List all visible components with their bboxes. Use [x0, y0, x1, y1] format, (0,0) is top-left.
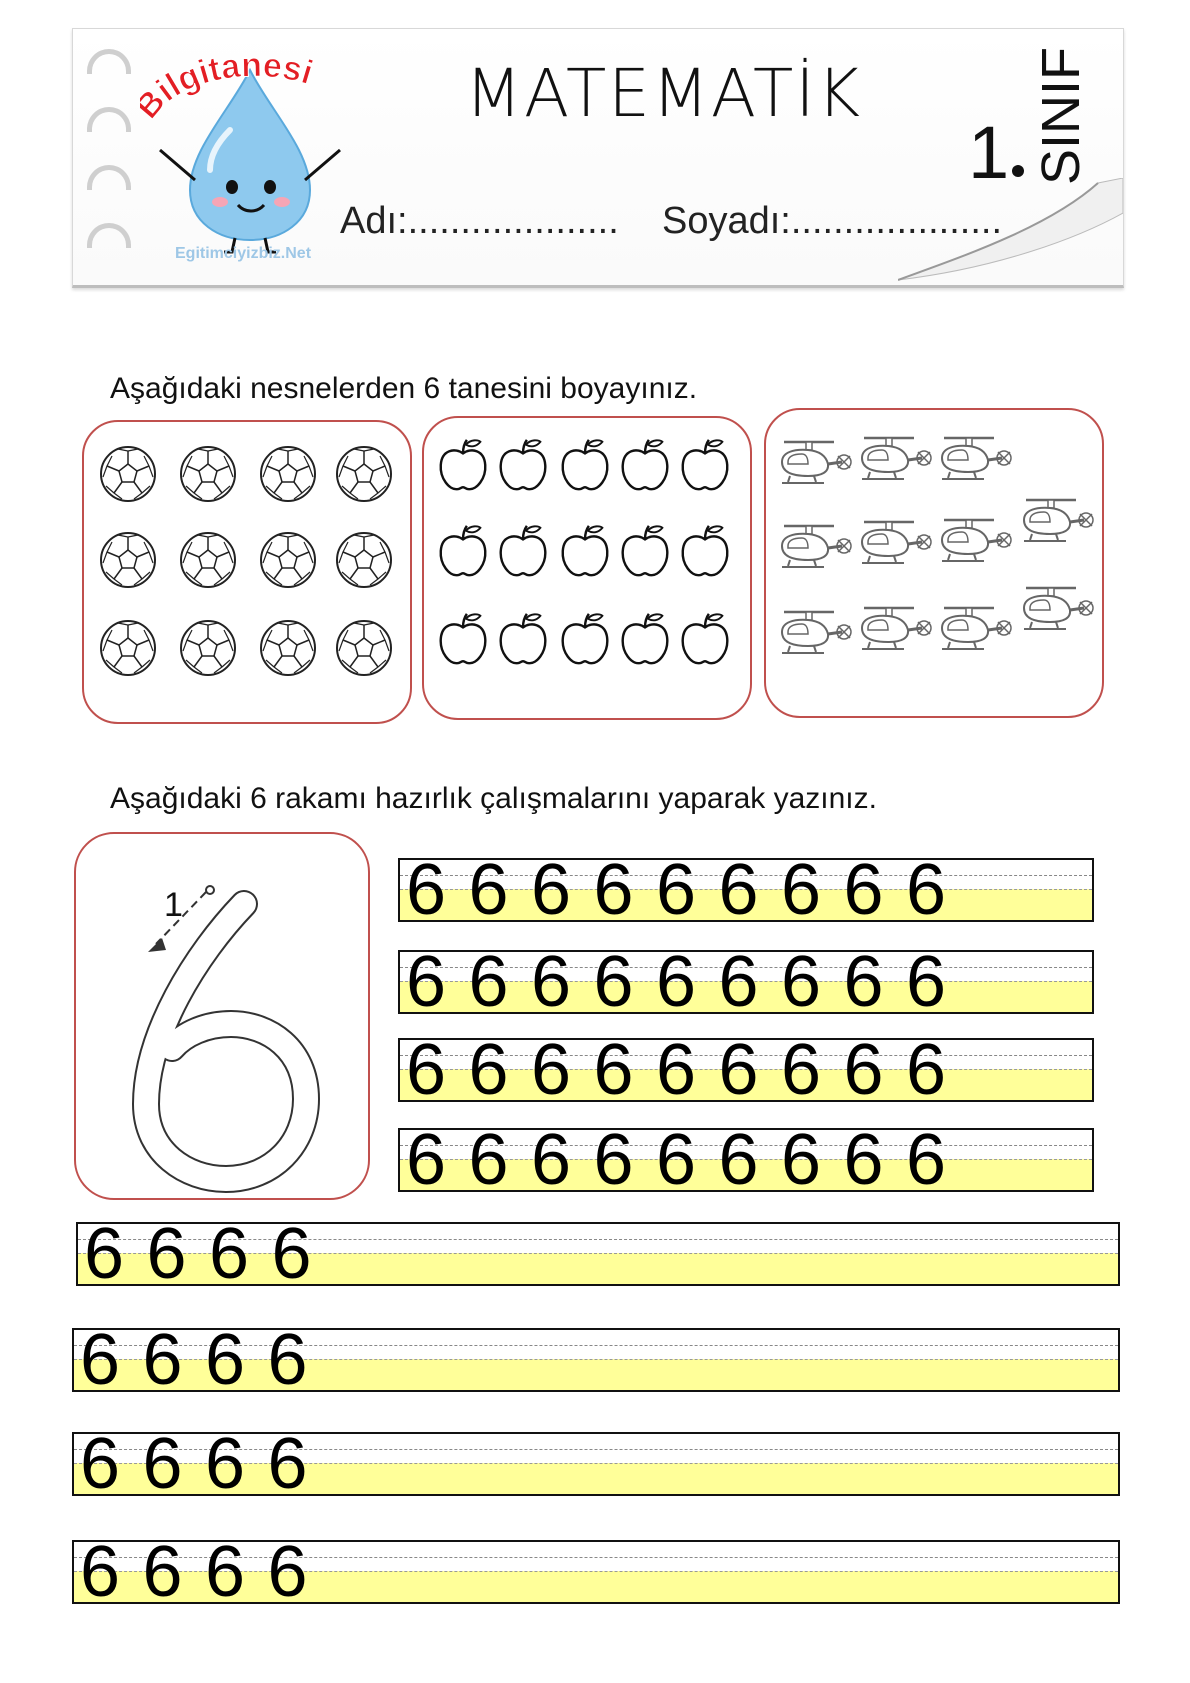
- trace-digit: 6: [656, 942, 697, 1022]
- trace-digit: 6: [656, 1120, 697, 1200]
- trace-digit: 6: [406, 942, 447, 1022]
- binder-ring-icon: [87, 49, 131, 74]
- apple-icon[interactable]: [494, 522, 552, 580]
- writing-line[interactable]: [398, 942, 1094, 1022]
- apple-icon[interactable]: [494, 436, 552, 494]
- trace-digit: 6: [406, 1120, 447, 1200]
- grade-number: 1: [968, 111, 1010, 194]
- logo-text: ilgitanesi: [149, 50, 318, 110]
- ball-icon[interactable]: [98, 530, 158, 590]
- trace-digits: [406, 850, 969, 930]
- writing-line[interactable]: [76, 1214, 1120, 1294]
- trace-digits: [406, 1030, 969, 1110]
- trace-digit: 6: [593, 1120, 634, 1200]
- trace-digit: 6: [781, 1120, 822, 1200]
- trace-digit: 6: [531, 850, 572, 930]
- trace-digit: 6: [468, 1120, 509, 1200]
- trace-digit: 6: [593, 942, 634, 1022]
- trace-digits: [406, 1120, 969, 1200]
- heli-icon[interactable]: [854, 598, 934, 658]
- trace-digit: 6: [468, 850, 509, 930]
- heli-icon[interactable]: [1016, 578, 1096, 638]
- digit-model-card: [74, 832, 370, 1200]
- trace-digit: 6: [843, 850, 884, 930]
- heli-icon[interactable]: [854, 512, 934, 572]
- trace-digit: 6: [80, 1320, 121, 1400]
- apple-icon[interactable]: [676, 522, 734, 580]
- trace-digit: 6: [906, 1030, 947, 1110]
- grade-label: SINIF: [1031, 46, 1091, 185]
- ball-icon[interactable]: [258, 444, 318, 504]
- site-url: Egitimciyizbiz.Net: [175, 245, 312, 262]
- stroke-step-number: 1: [164, 886, 183, 924]
- trace-digit: 6: [906, 1120, 947, 1200]
- svg-text:Bilgitanesi: [140, 50, 317, 126]
- trace-digit: 6: [781, 850, 822, 930]
- apple-icon[interactable]: [434, 436, 492, 494]
- trace-digit: 6: [209, 1214, 250, 1294]
- ball-icon[interactable]: [178, 618, 238, 678]
- binder-ring-icon: [87, 223, 131, 248]
- writing-line[interactable]: [72, 1424, 1120, 1504]
- trace-digit: 6: [267, 1532, 308, 1612]
- trace-digit: 6: [718, 1120, 759, 1200]
- trace-digit: 6: [267, 1424, 308, 1504]
- grade-dot: [1012, 165, 1024, 177]
- apple-icon[interactable]: [434, 522, 492, 580]
- heli-icon[interactable]: [774, 432, 854, 492]
- soccer-ball-group: [82, 420, 412, 724]
- surname-field[interactable]: Soyadı:....................: [662, 200, 1003, 242]
- trace-digit: 6: [531, 942, 572, 1022]
- trace-digits: [80, 1532, 330, 1612]
- trace-digit: 6: [906, 850, 947, 930]
- trace-digit: 6: [406, 1030, 447, 1110]
- apple-icon[interactable]: [556, 610, 614, 668]
- writing-line[interactable]: [398, 1030, 1094, 1110]
- ball-icon[interactable]: [178, 530, 238, 590]
- trace-digit: 6: [718, 942, 759, 1022]
- trace-digit: 6: [267, 1320, 308, 1400]
- trace-digits: [406, 942, 969, 1022]
- name-field[interactable]: Adı:....................: [340, 200, 619, 242]
- heli-icon[interactable]: [934, 598, 1014, 658]
- binder-ring-icon: [87, 107, 131, 132]
- writing-line[interactable]: [72, 1532, 1120, 1612]
- apple-icon[interactable]: [556, 436, 614, 494]
- ball-icon[interactable]: [334, 444, 394, 504]
- ball-icon[interactable]: [334, 530, 394, 590]
- ball-icon[interactable]: [334, 618, 394, 678]
- heli-icon[interactable]: [1016, 490, 1096, 550]
- ball-icon[interactable]: [98, 618, 158, 678]
- trace-digits: [80, 1320, 330, 1400]
- trace-digit: 6: [84, 1214, 125, 1294]
- trace-digit: 6: [843, 1120, 884, 1200]
- heli-icon[interactable]: [774, 516, 854, 576]
- writing-line[interactable]: [398, 850, 1094, 930]
- writing-line[interactable]: [398, 1120, 1094, 1200]
- writing-line[interactable]: [72, 1320, 1120, 1400]
- apple-icon[interactable]: [556, 522, 614, 580]
- trace-digit: 6: [718, 850, 759, 930]
- trace-digit: 6: [271, 1214, 312, 1294]
- trace-digit: 6: [781, 942, 822, 1022]
- ball-icon[interactable]: [178, 444, 238, 504]
- trace-digit: 6: [843, 1030, 884, 1110]
- trace-digit: 6: [468, 1030, 509, 1110]
- trace-digit: 6: [205, 1424, 246, 1504]
- trace-digit: 6: [468, 942, 509, 1022]
- ball-icon[interactable]: [258, 618, 318, 678]
- trace-digit: 6: [781, 1030, 822, 1110]
- apple-icon[interactable]: [616, 522, 674, 580]
- apple-icon[interactable]: [616, 436, 674, 494]
- trace-digit: 6: [531, 1030, 572, 1110]
- helicopter-group: [764, 408, 1104, 718]
- trace-digits: [84, 1214, 334, 1294]
- apple-icon[interactable]: [434, 610, 492, 668]
- heli-icon[interactable]: [854, 428, 934, 488]
- ball-icon[interactable]: [98, 444, 158, 504]
- apple-icon[interactable]: [616, 610, 674, 668]
- trace-digit: 6: [593, 1030, 634, 1110]
- digit-six-outline: [76, 834, 368, 1198]
- binder-ring-icon: [87, 165, 131, 190]
- trace-digit: 6: [205, 1532, 246, 1612]
- trace-digit: 6: [142, 1532, 183, 1612]
- trace-digit: 6: [146, 1214, 187, 1294]
- trace-digit: 6: [142, 1320, 183, 1400]
- trace-digit: 6: [718, 1030, 759, 1110]
- trace-digit: 6: [843, 942, 884, 1022]
- page-title: MATEMATİK: [465, 55, 863, 132]
- trace-digit: 6: [593, 850, 634, 930]
- trace-digit: 6: [656, 1030, 697, 1110]
- instruction-color-objects: Aşağıdaki nesnelerden 6 tanesini boyayınız.: [110, 372, 698, 405]
- trace-digit: 6: [205, 1320, 246, 1400]
- heli-icon[interactable]: [934, 428, 1014, 488]
- logo-wordmark: [140, 50, 370, 130]
- trace-digit: 6: [80, 1532, 121, 1612]
- trace-digit: 6: [142, 1424, 183, 1504]
- ball-icon[interactable]: [258, 530, 318, 590]
- apple-icon[interactable]: [676, 610, 734, 668]
- trace-digit: 6: [656, 850, 697, 930]
- instruction-write-digit: Aşağıdaki 6 rakamı hazırlık çalışmalarını yaparak yazınız.: [110, 782, 877, 815]
- trace-digit: 6: [531, 1120, 572, 1200]
- trace-digit: 6: [906, 942, 947, 1022]
- apple-icon[interactable]: [494, 610, 552, 668]
- trace-digits: [80, 1424, 330, 1504]
- apple-icon[interactable]: [676, 436, 734, 494]
- apple-group: [422, 416, 752, 720]
- heli-icon[interactable]: [934, 510, 1014, 570]
- trace-digit: 6: [406, 850, 447, 930]
- trace-digit: 6: [80, 1424, 121, 1504]
- heli-icon[interactable]: [774, 602, 854, 662]
